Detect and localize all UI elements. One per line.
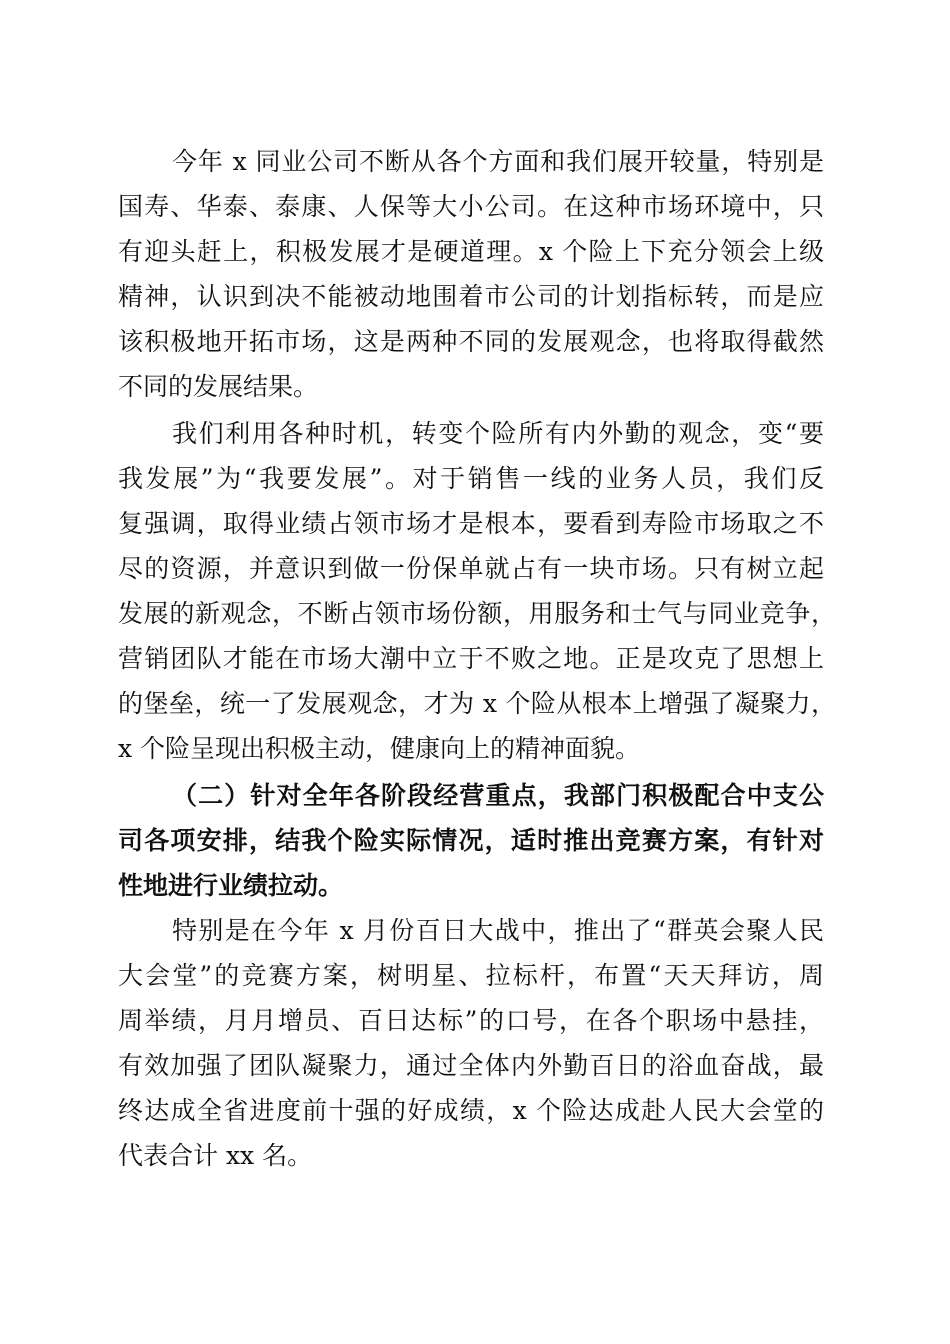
paragraph-3-line-3: 性地进行业绩拉动。 xyxy=(118,871,344,900)
paragraph-4-line-3: 周举绩，月月增员、百日达标”的口号，在各个职场中悬挂， xyxy=(118,1006,824,1035)
paragraph-2-line-8: x 个险呈现出积极主动，健康向上的精神面貌。 xyxy=(118,734,641,763)
paragraph-1-line-3: 有迎头赶上，积极发展才是硬道理。x 个险上下充分领会上级 xyxy=(118,237,824,266)
paragraph-4-line-2: 大会堂”的竞赛方案，树明星、拉标杆，布置“天天拜访，周 xyxy=(118,961,824,990)
paragraph-2-line-4: 尽的资源，并意识到做一份保单就占有一块市场。只有树立起 xyxy=(118,554,824,583)
paragraph-2-line-1: 我们利用各种时机，转变个险所有内外勤的观念，变“要 xyxy=(172,419,824,448)
paragraph-1-line-1: 今年 x 同业公司不断从各个方面和我们展开较量，特别是 xyxy=(172,147,824,176)
paragraph-2-line-3: 复强调，取得业绩占领市场才是根本，要看到寿险市场取之不 xyxy=(118,509,824,538)
paragraph-2-line-2: 我发展”为“我要发展”。对于销售一线的业务人员，我们反 xyxy=(118,464,824,493)
paragraph-1-line-4: 精神，认识到决不能被动地围着市公司的计划指标转，而是应 xyxy=(118,282,824,311)
paragraph-2-line-6: 营销团队才能在市场大潮中立于不败之地。正是攻克了思想上 xyxy=(118,644,824,673)
paragraph-4-line-6: 代表合计 xx 名。 xyxy=(118,1141,313,1170)
paragraph-4-line-5: 终达成全省进度前十强的好成绩，x 个险达成赴人民大会堂的 xyxy=(118,1096,824,1125)
paragraph-4-line-4: 有效加强了团队凝聚力，通过全体内外勤百日的浴血奋战，最 xyxy=(118,1051,824,1080)
paragraph-2-line-5: 发展的新观念，不断占领市场份额，用服务和士气与同业竞争， xyxy=(118,599,836,628)
paragraph-3-line-2: 司各项安排，结我个险实际情况，适时推出竞赛方案，有针对 xyxy=(118,826,824,855)
paragraph-1-line-5: 该积极地开拓市场，这是两种不同的发展观念，也将取得截然 xyxy=(118,327,824,356)
paragraph-4-line-1: 特别是在今年 x 月份百日大战中，推出了“群英会聚人民 xyxy=(172,916,824,945)
paragraph-2-line-7: 的堡垒，统一了发展观念，才为 x 个险从根本上增强了凝聚力， xyxy=(118,689,836,718)
paragraph-1-line-2: 国寿、华泰、泰康、人保等大小公司。在这种市场环境中，只 xyxy=(118,192,824,221)
paragraph-3-line-1: （二）针对全年各阶段经营重点，我部门积极配合中支公 xyxy=(172,781,824,810)
paragraph-1-line-6: 不同的发展结果。 xyxy=(118,372,319,401)
